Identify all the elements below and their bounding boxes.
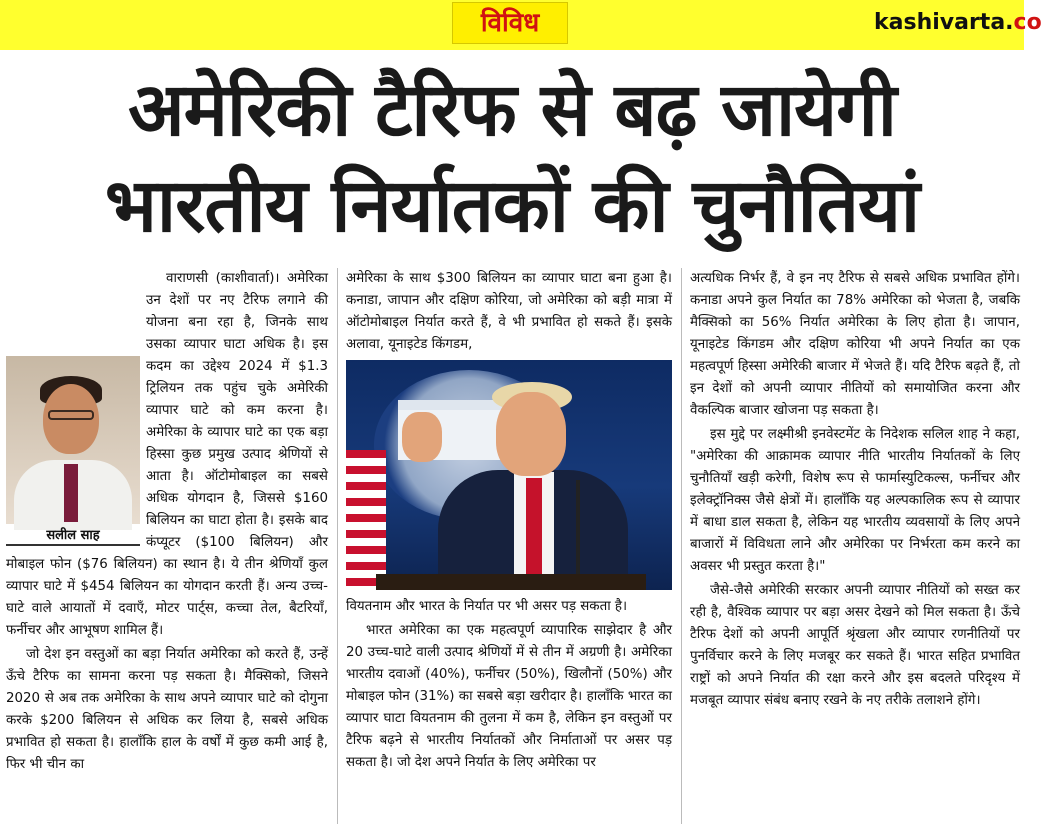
portrait-photo bbox=[6, 356, 140, 524]
article-paragraph: जो देश इन वस्तुओं का बड़ा निर्यात अमेरिका को करते हैं, उन्हें ऊँचे टैरिफ का सामना करना पड़ सकता है। मैक्सिको, जिसने 2020 से अब तक अमेरिका के साथ अपने व्यापार घाटे को दोगुना करके $200 बिलियन से अधिक कर लिया है, सबसे अधिक प्रभावित हो सकता है। हालाँकि हाल के वर्षों में कुछ कमी आई है, फिर भी चीन का bbox=[6, 647, 328, 772]
site-name-accent: co bbox=[1013, 10, 1042, 35]
article-paragraph: अमेरिका के साथ $300 बिलियन का व्यापार घाटा बना हुआ है। कनाडा, जापान और दक्षिण कोरिया, जो अमेरिका को बड़ी मात्रा में ऑटोमोबाइल निर्यात करते हैं, वे भी प्रभावित हो सकते हैं। इसके अलावा, यूनाइटेड किंगडम, bbox=[346, 271, 672, 352]
article-paragraph: भारत अमेरिका का एक महत्वपूर्ण व्यापारिक साझेदार है और 20 उच्च-घाटे वाली उत्पाद श्रेणियों में से तीन में अग्रणी है। अमेरिका भारतीय दवाओं (40%), फर्नीचर (50%), खिलौनों (50%) और मोबाइल फोन (31%) का सबसे बड़ा खरीदार है। हालाँकि भारत का व्यापार घाटा वियतनाम की तुलना में कम है, लेकिन इन वस्तुओं पर टैरिफ बढ़ने से भारतीय निर्यातकों और निर्माताओं पर असर पड़ सकता है। जो देश अपने निर्यात के लिए अमेरिका पर bbox=[346, 623, 672, 770]
site-name-main: kashivarta. bbox=[874, 10, 1014, 35]
column-divider bbox=[681, 268, 682, 824]
article-paragraph: वियतनाम और भारत के निर्यात पर भी असर पड़ सकता है। bbox=[346, 599, 628, 614]
headline-line-1: अमेरिकी टैरिफ से बढ़ जायेगी bbox=[128, 67, 896, 153]
headline-line-2: भारतीय निर्यातकों की चुनौतियां bbox=[104, 163, 920, 249]
site-name[interactable] bbox=[874, 10, 1042, 35]
portrait-caption: सलील साह bbox=[6, 526, 140, 546]
article-column-3 bbox=[690, 268, 1020, 828]
article-paragraph: वाराणसी (काशीवार्ता)। अमेरिका उन देशों पर नए टैरिफ लगाने की योजना बना रहा है, जिनके साथ उसका व्यापार घाटा अधिक है। इस कदम का उद्देश्य 2024 में $1.3 ट्रिलियन तक पहुंच चुके अमेरिकी व्यापार घाटे को कम करना है। अमेरिका के व्यापार घाटे का एक बड़ा हिस्सा कुछ प्रमुख उत्पाद श्रेणियों से आता है। ऑटोमोबाइल का सबसे अधिक योगदान है, जिससे $160 बिलियन का घाटा होता है। इसके बाद कंप्यूटर ($100 बिलियन) और मोबाइल फोन ($76 बिलियन) का स्थान है। ये तीन श्रेणियाँ कुल व्यापार घाटे में $454 बिलियन का योगदान करती हैं। अन्य उच्च-घाटे वाले आयातों में दवाएँ, मोटर पार्ट्स, कच्चा तेल, बैटरियाँ, फर्नीचर और आभूषण शामिल हैं। bbox=[6, 271, 328, 638]
article-column-2 bbox=[346, 268, 672, 828]
article-paragraph: इस मुद्दे पर लक्ष्मीश्री इनवेस्टमेंट के निदेशक सलिल शाह ने कहा, "अमेरिका की आक्रामक व्यापार नीति भारतीय निर्यातकों के लिए चुनौतियाँ खड़ी करेगी, विशेष रूप से फार्मास्युटिकल्स, फर्नीचर और इलेक्ट्रॉनिक्स जैसे क्षेत्रों में। हालाँकि यह अल्पकालिक रूप से व्यापार में बाधा डाल सकता है, लेकिन यह भारतीय व्यवसायों के लिए अपने बाजारों में विविधता लाने और अमेरिका पर निर्भरता कम करने का अवसर भी प्रस्तुत करता है।" bbox=[690, 427, 1020, 574]
press-conference-photo bbox=[346, 360, 672, 590]
article-column-1 bbox=[6, 268, 328, 828]
author-portrait bbox=[6, 356, 140, 546]
section-label: विविध bbox=[452, 2, 568, 44]
column-divider bbox=[337, 268, 338, 824]
article-paragraph: अत्यधिक निर्भर हैं, वे इन नए टैरिफ से सबसे अधिक प्रभावित होंगे। कनाडा अपने कुल निर्यात का 78% अमेरिका को भेजता है, जबकि मैक्सिको का 56% निर्यात अमेरिका के लिए होता है। जापान, यूनाइटेड किंगडम और दक्षिण कोरिया भी अपने निर्यात का एक महत्वपूर्ण हिस्सा अमेरिकी बाजार में भेजते हैं। यदि टैरिफ बढ़ते हैं, तो इन देशों को अपनी व्यापार नीतियों को समायोजित करना और वैकल्पिक बाजार खोजना पड़ सकता है। bbox=[690, 271, 1020, 418]
article-paragraph: जैसे-जैसे अमेरिकी सरकार अपनी व्यापार नीतियों को सख्त कर रही है, वैश्विक व्यापार पर बड़ा असर देखने को मिल सकता है। ऊँचे टैरिफ देशों को अपनी आपूर्ति श्रृंखला और व्यापार रणनीतियों पर पुनर्विचार करने के लिए मजबूर कर सकते हैं। भारत सहित प्रभावित राष्ट्रों को अपने निर्यात की रक्षा करने और इस बदलते परिदृश्य में मजबूत व्यापार संबंध बनाए रखने के नए तरीके तलाशने होंगे। bbox=[690, 583, 1020, 708]
top-banner bbox=[0, 0, 1042, 50]
